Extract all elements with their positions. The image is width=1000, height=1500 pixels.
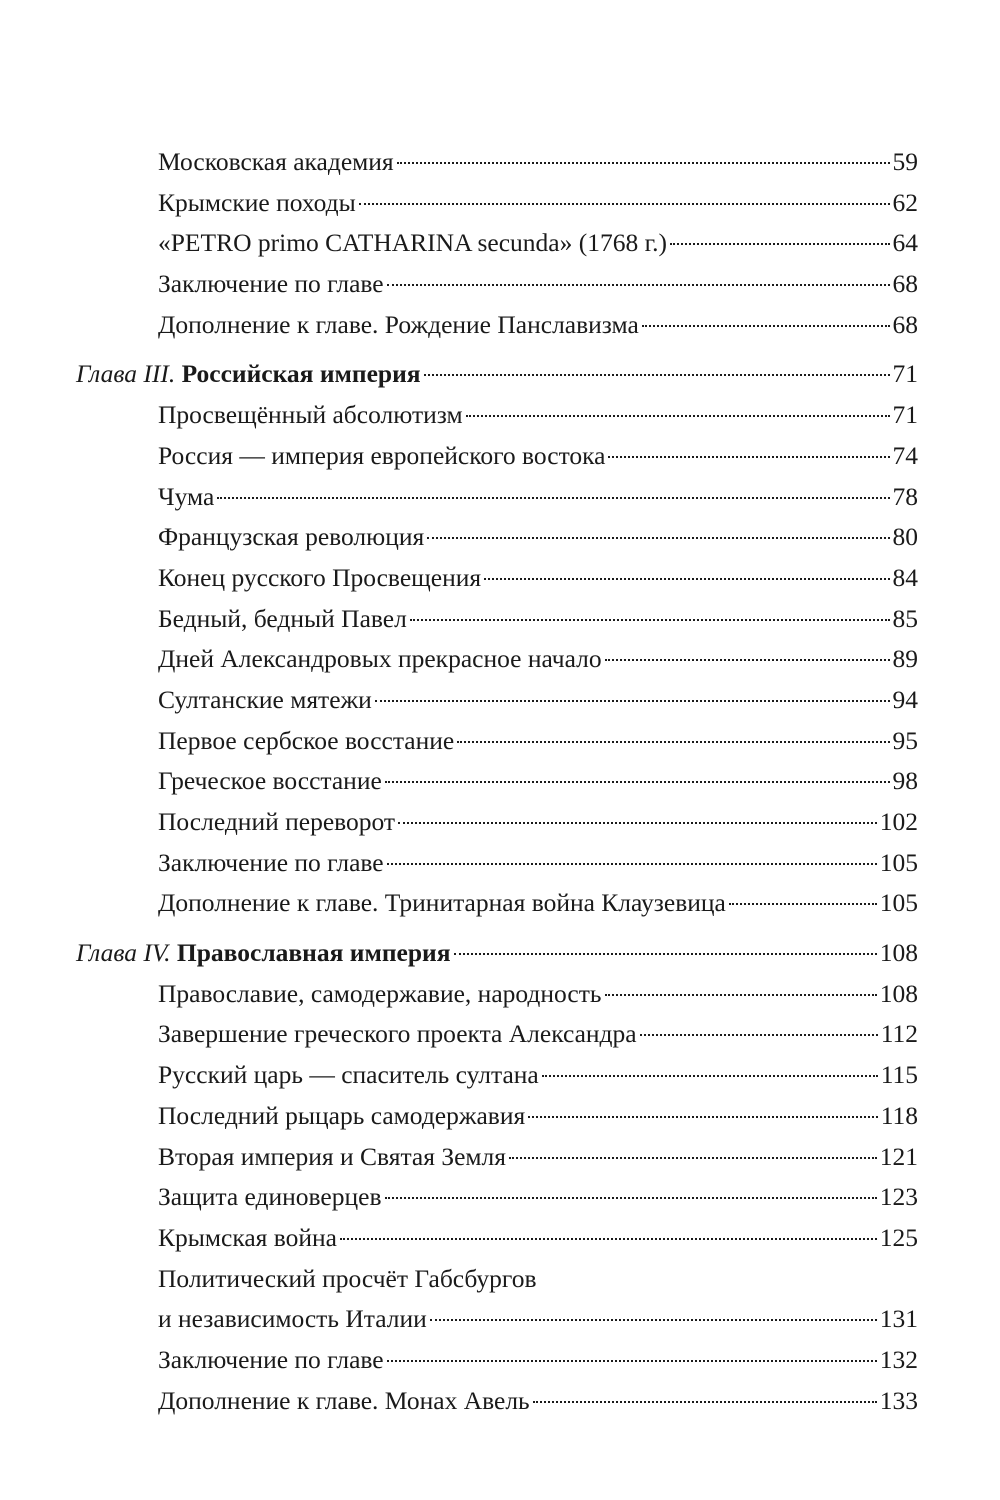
toc-page-number: 71	[892, 359, 918, 389]
table-of-contents	[76, 142, 918, 1421]
toc-page-number: 64	[892, 228, 918, 258]
toc-page-number: 132	[879, 1344, 918, 1374]
toc-entry-title: Православие, самодержавие, народность	[158, 978, 602, 1008]
dot-leader	[528, 1116, 877, 1118]
toc-entry[interactable]	[76, 395, 918, 436]
toc-entry[interactable]	[76, 883, 918, 924]
chapter-title: Российская империя	[181, 359, 421, 389]
toc-entry-title: Крымские походы	[158, 187, 356, 217]
dot-leader	[410, 619, 890, 621]
toc-entry-title: Последний переворот	[158, 807, 396, 836]
toc-page-number: 62	[892, 187, 918, 217]
toc-page-number: 105	[879, 847, 918, 877]
dot-leader	[457, 741, 889, 743]
toc-entry[interactable]	[76, 1177, 918, 1218]
toc-page-number: 84	[892, 562, 918, 592]
dot-leader	[375, 700, 890, 702]
toc-page-number: 125	[879, 1222, 918, 1252]
dot-leader	[542, 1075, 878, 1077]
toc-entry-title: Защита единоверцев	[158, 1182, 382, 1212]
toc-entry-title: Конец русского Просвещения	[158, 562, 482, 592]
toc-entry-title: Московская академия	[158, 147, 394, 176]
dot-leader	[397, 162, 890, 164]
toc-entry-title: Бедный, бедный Павел	[158, 603, 407, 633]
toc-entry[interactable]	[76, 1218, 918, 1259]
toc-list	[76, 142, 918, 1421]
toc-entry[interactable]	[76, 843, 918, 884]
toc-page-number: 59	[892, 147, 918, 176]
toc-entry-title: Чума	[158, 481, 215, 511]
dot-leader	[640, 1034, 878, 1036]
toc-page-number: 112	[880, 1019, 918, 1049]
toc-entry[interactable]	[76, 639, 918, 680]
dot-leader	[454, 953, 877, 955]
toc-page-number: 123	[879, 1182, 918, 1212]
toc-page-number: 95	[892, 725, 918, 755]
dot-leader	[608, 456, 889, 458]
toc-page-number: 115	[880, 1060, 918, 1090]
toc-entry-title: Дней Александровых прекрасное начало	[158, 644, 602, 674]
toc-page-number: 105	[879, 888, 918, 918]
toc-entry[interactable]	[76, 680, 918, 721]
dot-leader	[484, 578, 889, 580]
toc-entry[interactable]	[76, 558, 918, 599]
toc-entry[interactable]	[76, 264, 918, 305]
dot-leader	[533, 1401, 877, 1403]
toc-page-number: 98	[892, 766, 918, 796]
toc-entry[interactable]	[76, 1137, 918, 1178]
toc-entry[interactable]	[76, 1259, 918, 1340]
toc-page-number: 89	[892, 644, 918, 674]
toc-entry[interactable]	[76, 223, 918, 264]
toc-page-number: 133	[879, 1385, 918, 1415]
toc-entry-title: Завершение греческого проекта Александра	[158, 1019, 637, 1049]
toc-entry-title: Последний рыцарь самодержавия	[158, 1100, 526, 1130]
toc-chapter-heading[interactable]	[76, 354, 918, 395]
toc-entry[interactable]	[76, 721, 918, 762]
toc-page-number: 71	[892, 400, 918, 430]
toc-entry-title: Дополнение к главе. Тринитарная война Клаузевица	[158, 888, 726, 918]
toc-entry[interactable]	[76, 477, 918, 518]
dot-leader	[430, 1319, 877, 1321]
toc-entry-title: Просвещённый абсолютизм	[158, 400, 463, 430]
toc-page-number: 108	[879, 978, 918, 1008]
toc-entry-title: Крымская война	[158, 1222, 337, 1252]
toc-page-number: 118	[880, 1100, 918, 1130]
dot-leader	[670, 243, 889, 245]
dot-leader	[424, 374, 890, 376]
dot-leader	[398, 822, 877, 824]
dot-leader	[340, 1238, 877, 1240]
chapter-title: Православная империя	[176, 938, 451, 968]
dot-leader	[387, 1360, 877, 1362]
dot-leader	[466, 415, 890, 417]
toc-entry-title: Заключение по главе	[158, 847, 384, 877]
toc-entry[interactable]	[76, 1381, 918, 1422]
dot-leader	[387, 863, 877, 865]
toc-entry-title: Заключение по главе	[158, 1344, 384, 1374]
dot-leader	[427, 537, 889, 539]
chapter-label: Глава IV.	[76, 938, 171, 968]
toc-page-number: 74	[892, 440, 918, 470]
toc-entry[interactable]	[76, 761, 918, 802]
dot-leader	[385, 781, 890, 783]
toc-entry[interactable]	[76, 142, 918, 183]
toc-page-number: 68	[892, 269, 918, 299]
dot-leader	[385, 1197, 877, 1199]
toc-page-number: 78	[892, 481, 918, 511]
toc-entry-title: Дополнение к главе. Монах Авель	[158, 1385, 530, 1415]
toc-page-number: 68	[892, 309, 918, 339]
toc-page-number: 80	[892, 522, 918, 552]
toc-entry[interactable]	[76, 436, 918, 477]
toc-entry[interactable]	[76, 305, 918, 346]
dot-leader	[509, 1157, 877, 1159]
dot-leader	[217, 497, 889, 499]
dot-leader	[605, 659, 890, 661]
toc-entry-title-line1: Политический просчёт Габсбургов	[158, 1263, 537, 1293]
toc-entry[interactable]	[76, 517, 918, 558]
toc-entry-title: Заключение по главе	[158, 269, 384, 299]
toc-entry-title: Греческое восстание	[158, 766, 382, 796]
toc-entry-title: «PETRO primo CATHARINA secunda» (1768 г.)	[158, 228, 668, 258]
toc-entry-title: Россия — империя европейского востока	[158, 440, 606, 470]
toc-entry-title: Французская революция	[158, 522, 425, 552]
toc-entry-title: Вторая империя и Святая Земля	[158, 1141, 507, 1171]
dot-leader	[729, 903, 877, 905]
toc-page-number: 131	[879, 1304, 918, 1334]
toc-page-number: 94	[892, 684, 918, 714]
toc-entry[interactable]	[76, 1340, 918, 1381]
toc-entry-title-line2: и независимость Италии	[158, 1304, 427, 1334]
dot-leader	[359, 203, 890, 205]
toc-entry[interactable]	[76, 1096, 918, 1137]
toc-entry-title: Султанские мятежи	[158, 684, 372, 714]
toc-page-number: 85	[892, 603, 918, 633]
toc-entry[interactable]	[76, 802, 918, 843]
toc-entry-title: Дополнение к главе. Рождение Панславизма	[158, 309, 639, 339]
toc-entry[interactable]	[76, 974, 918, 1015]
chapter-label: Глава III.	[76, 359, 176, 389]
dot-leader	[605, 994, 877, 996]
toc-entry-title: Первое сербское восстание	[158, 725, 455, 755]
toc-page-number: 102	[879, 807, 918, 836]
toc-entry[interactable]	[76, 1014, 918, 1055]
toc-page-number: 121	[879, 1141, 918, 1171]
toc-entry[interactable]	[76, 183, 918, 224]
toc-chapter-heading[interactable]	[76, 933, 918, 974]
dot-leader	[387, 284, 890, 286]
toc-entry[interactable]	[76, 1055, 918, 1096]
dot-leader	[642, 325, 890, 327]
toc-entry-title: Русский царь — спаситель султана	[158, 1060, 539, 1090]
toc-entry[interactable]	[76, 599, 918, 640]
toc-page-number: 108	[879, 938, 918, 968]
